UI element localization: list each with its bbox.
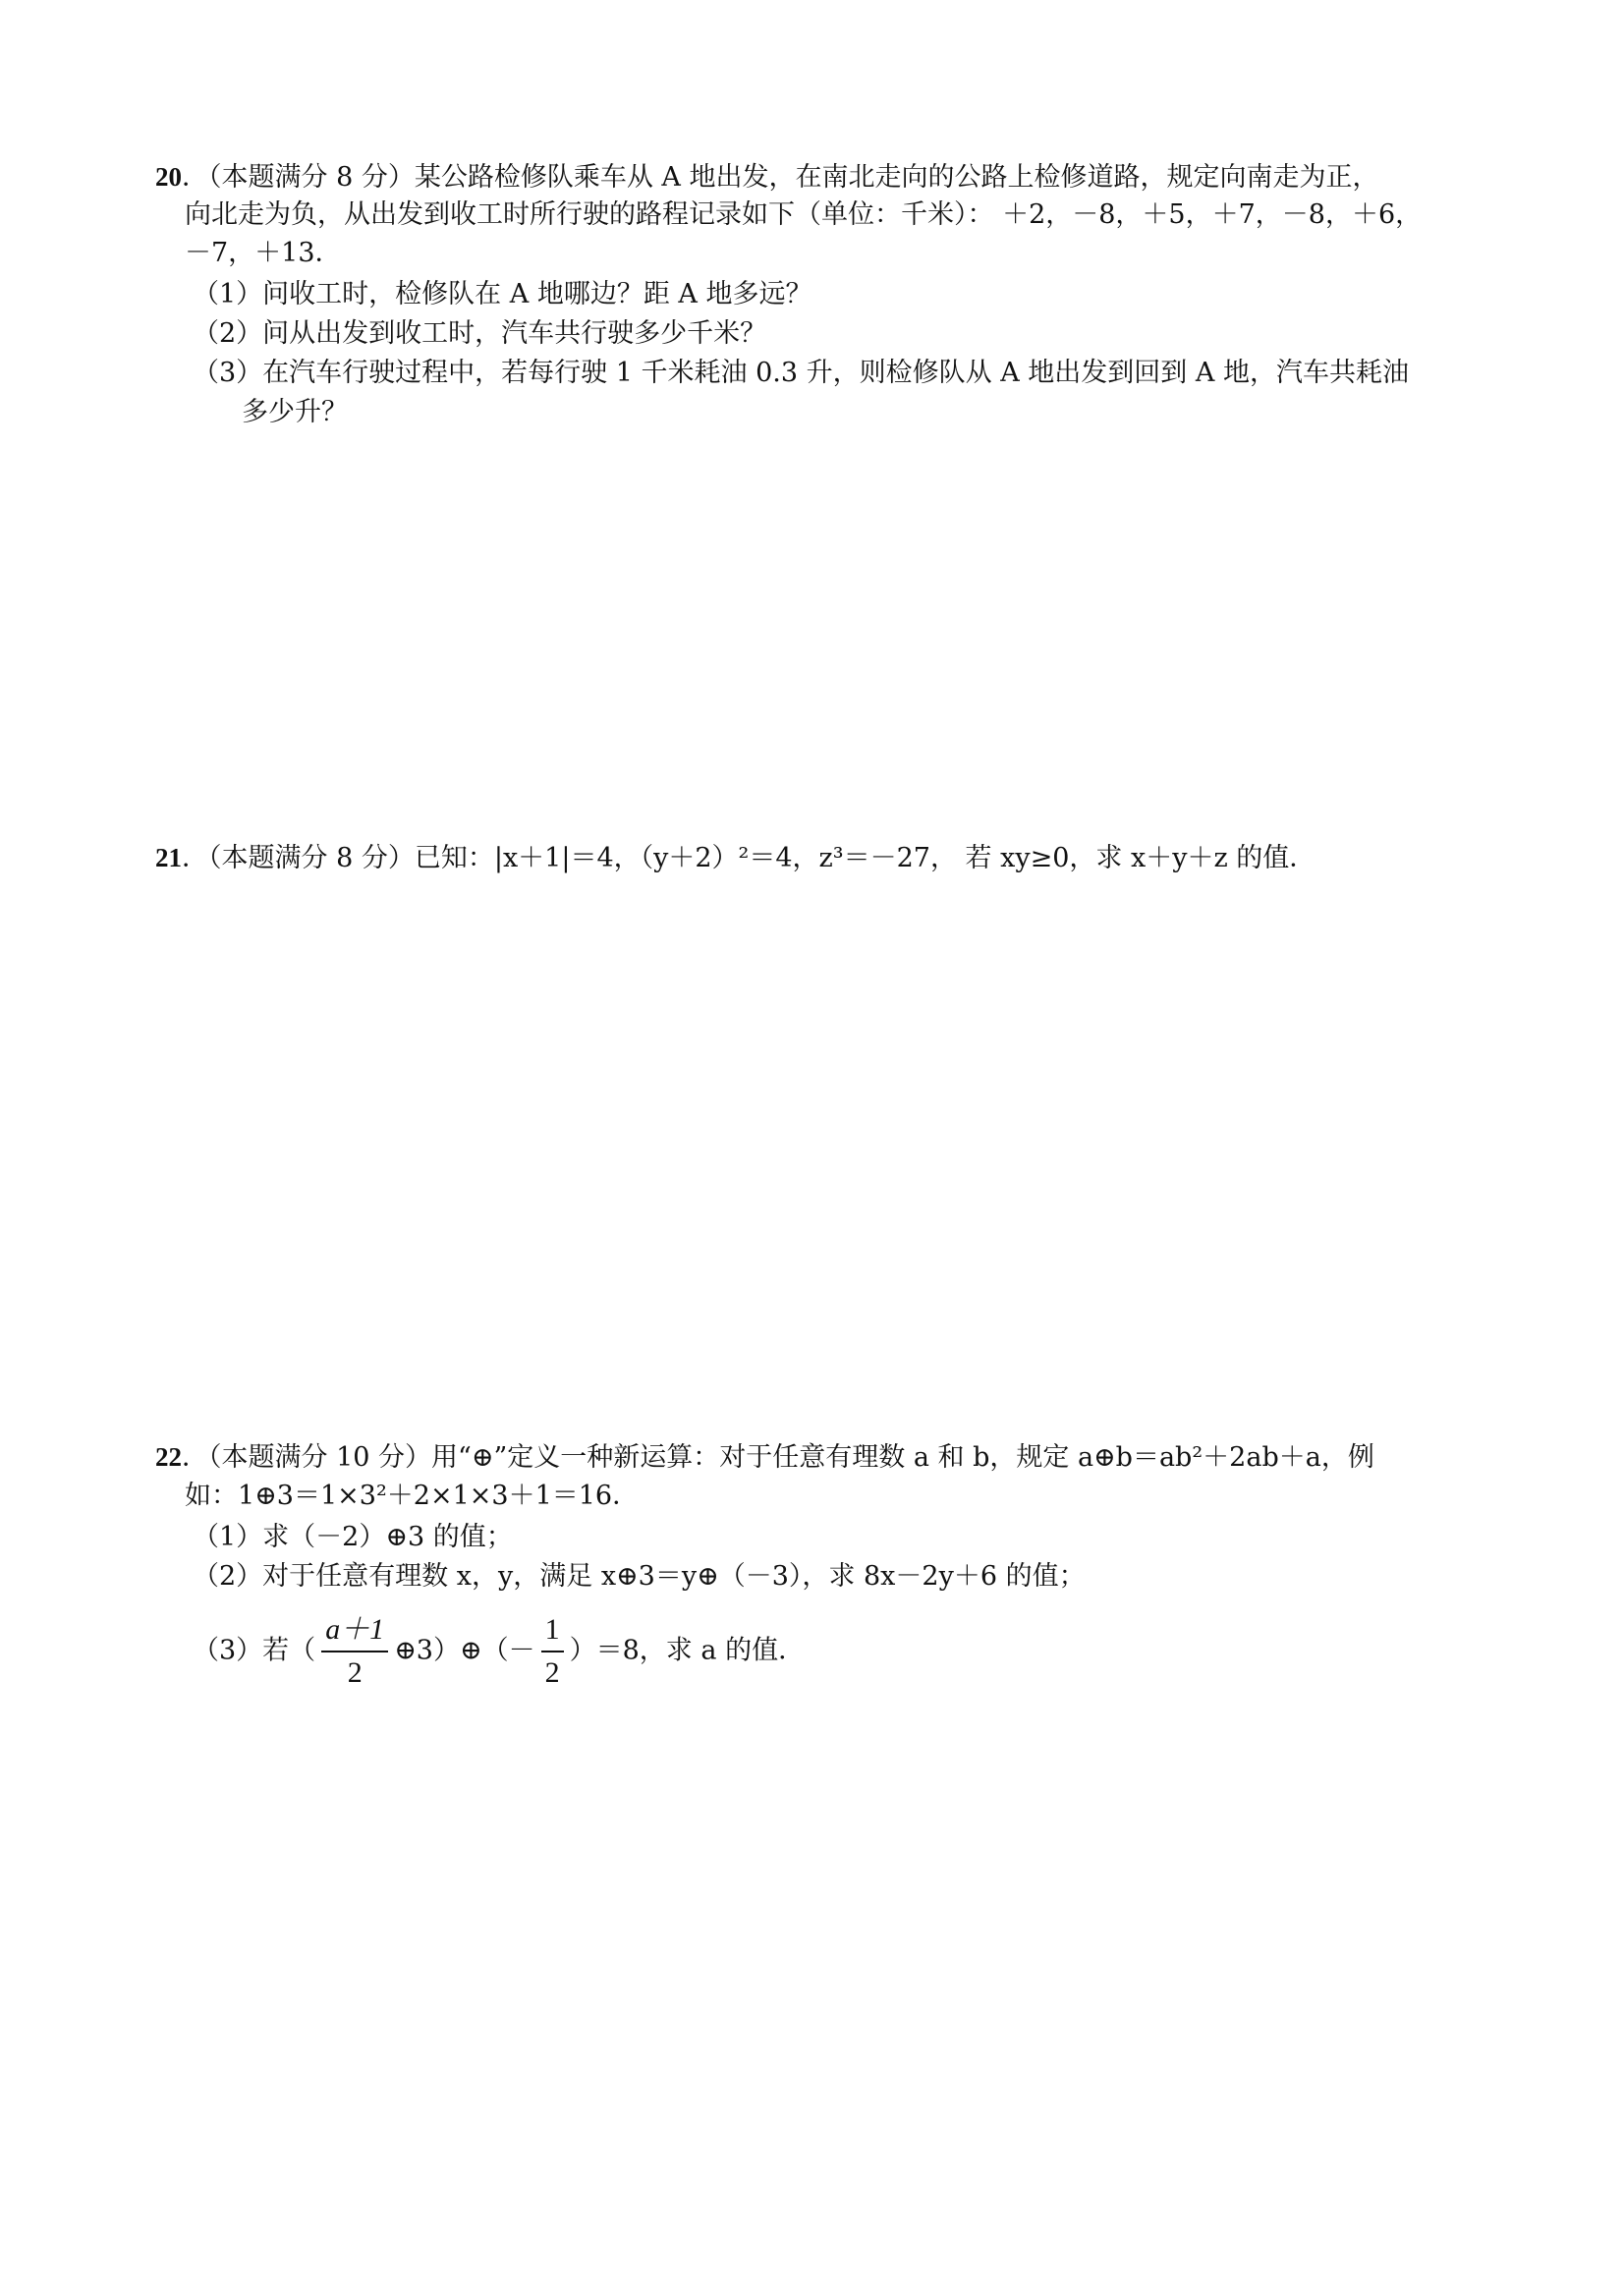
q20-text-1: ．（本题满分 8 分）某公路检修队乘车从 A 地出发，在南北走向的公路上检修道路，规定向南走为正， — [182, 162, 1379, 193]
q20-sub-3-line-2: 多少升？ — [242, 397, 348, 427]
fraction-numerator: 1 — [541, 1611, 564, 1652]
q22-sub-3-prefix: （3）若（ — [193, 1635, 316, 1666]
q22-line-1 — [155, 1437, 1374, 1478]
fraction-denominator: 2 — [347, 1656, 363, 1689]
q20-sub-2: （2）问从出发到收工时，汽车共行驶多少千米？ — [193, 318, 767, 349]
q22-sub-3 — [193, 1611, 805, 1692]
q22-sub-1: （1）求（－2）⊕3 的值； — [193, 1522, 513, 1552]
q22-number: 22 — [155, 1442, 182, 1472]
fraction-numerator: a＋1 — [321, 1611, 388, 1652]
q20-number: 20 — [155, 162, 182, 192]
fraction-1-over-2 — [541, 1611, 564, 1692]
q21-line — [155, 838, 1315, 878]
fraction-denominator: 2 — [544, 1656, 560, 1689]
q22-line-2: 如：1⊕3＝1×3²＋2×1×3＋1＝16． — [185, 1481, 640, 1511]
q20-sub-1: （1）问收工时，检修队在 A 地哪边？距 A 地多远？ — [193, 279, 812, 309]
fraction-a-plus-1-over-2 — [321, 1611, 388, 1692]
q22-text-1: ．（本题满分 10 分）用“⊕”定义一种新运算：对于任意有理数 a 和 b，规定 a⊕b＝ab²＋2ab＋a，例 — [182, 1442, 1374, 1473]
q20-sub-3-line-1: （3）在汽车行驶过程中，若每行驶 1 千米耗油 0.3 升，则检修队从 A 地出发到回到 A 地，汽车共耗油 — [193, 358, 1409, 388]
q21-text: ．（本题满分 8 分）已知：|x＋1|＝4，（y＋2）²＝4，z³＝－27， 若 xy≥0，求 x＋y＋z 的值． — [182, 843, 1316, 873]
q20-line-3: －7，＋13． — [185, 238, 342, 268]
q20-line-2: 向北走为负，从出发到收工时所行驶的路程记录如下（单位：千米）： ＋2，－8，＋5，＋7，－8，＋6， — [185, 199, 1423, 230]
q22-sub-2: （2）对于任意有理数 x，y，满足 x⊕3＝y⊕（－3），求 8x－2y＋6 的值； — [193, 1561, 1086, 1592]
q20-line-1 — [155, 157, 1379, 197]
q21-number: 21 — [155, 843, 182, 872]
q22-sub-3-suffix: ）＝8，求 a 的值． — [569, 1635, 806, 1666]
q22-sub-3-mid: ⊕3）⊕（－ — [394, 1635, 535, 1666]
